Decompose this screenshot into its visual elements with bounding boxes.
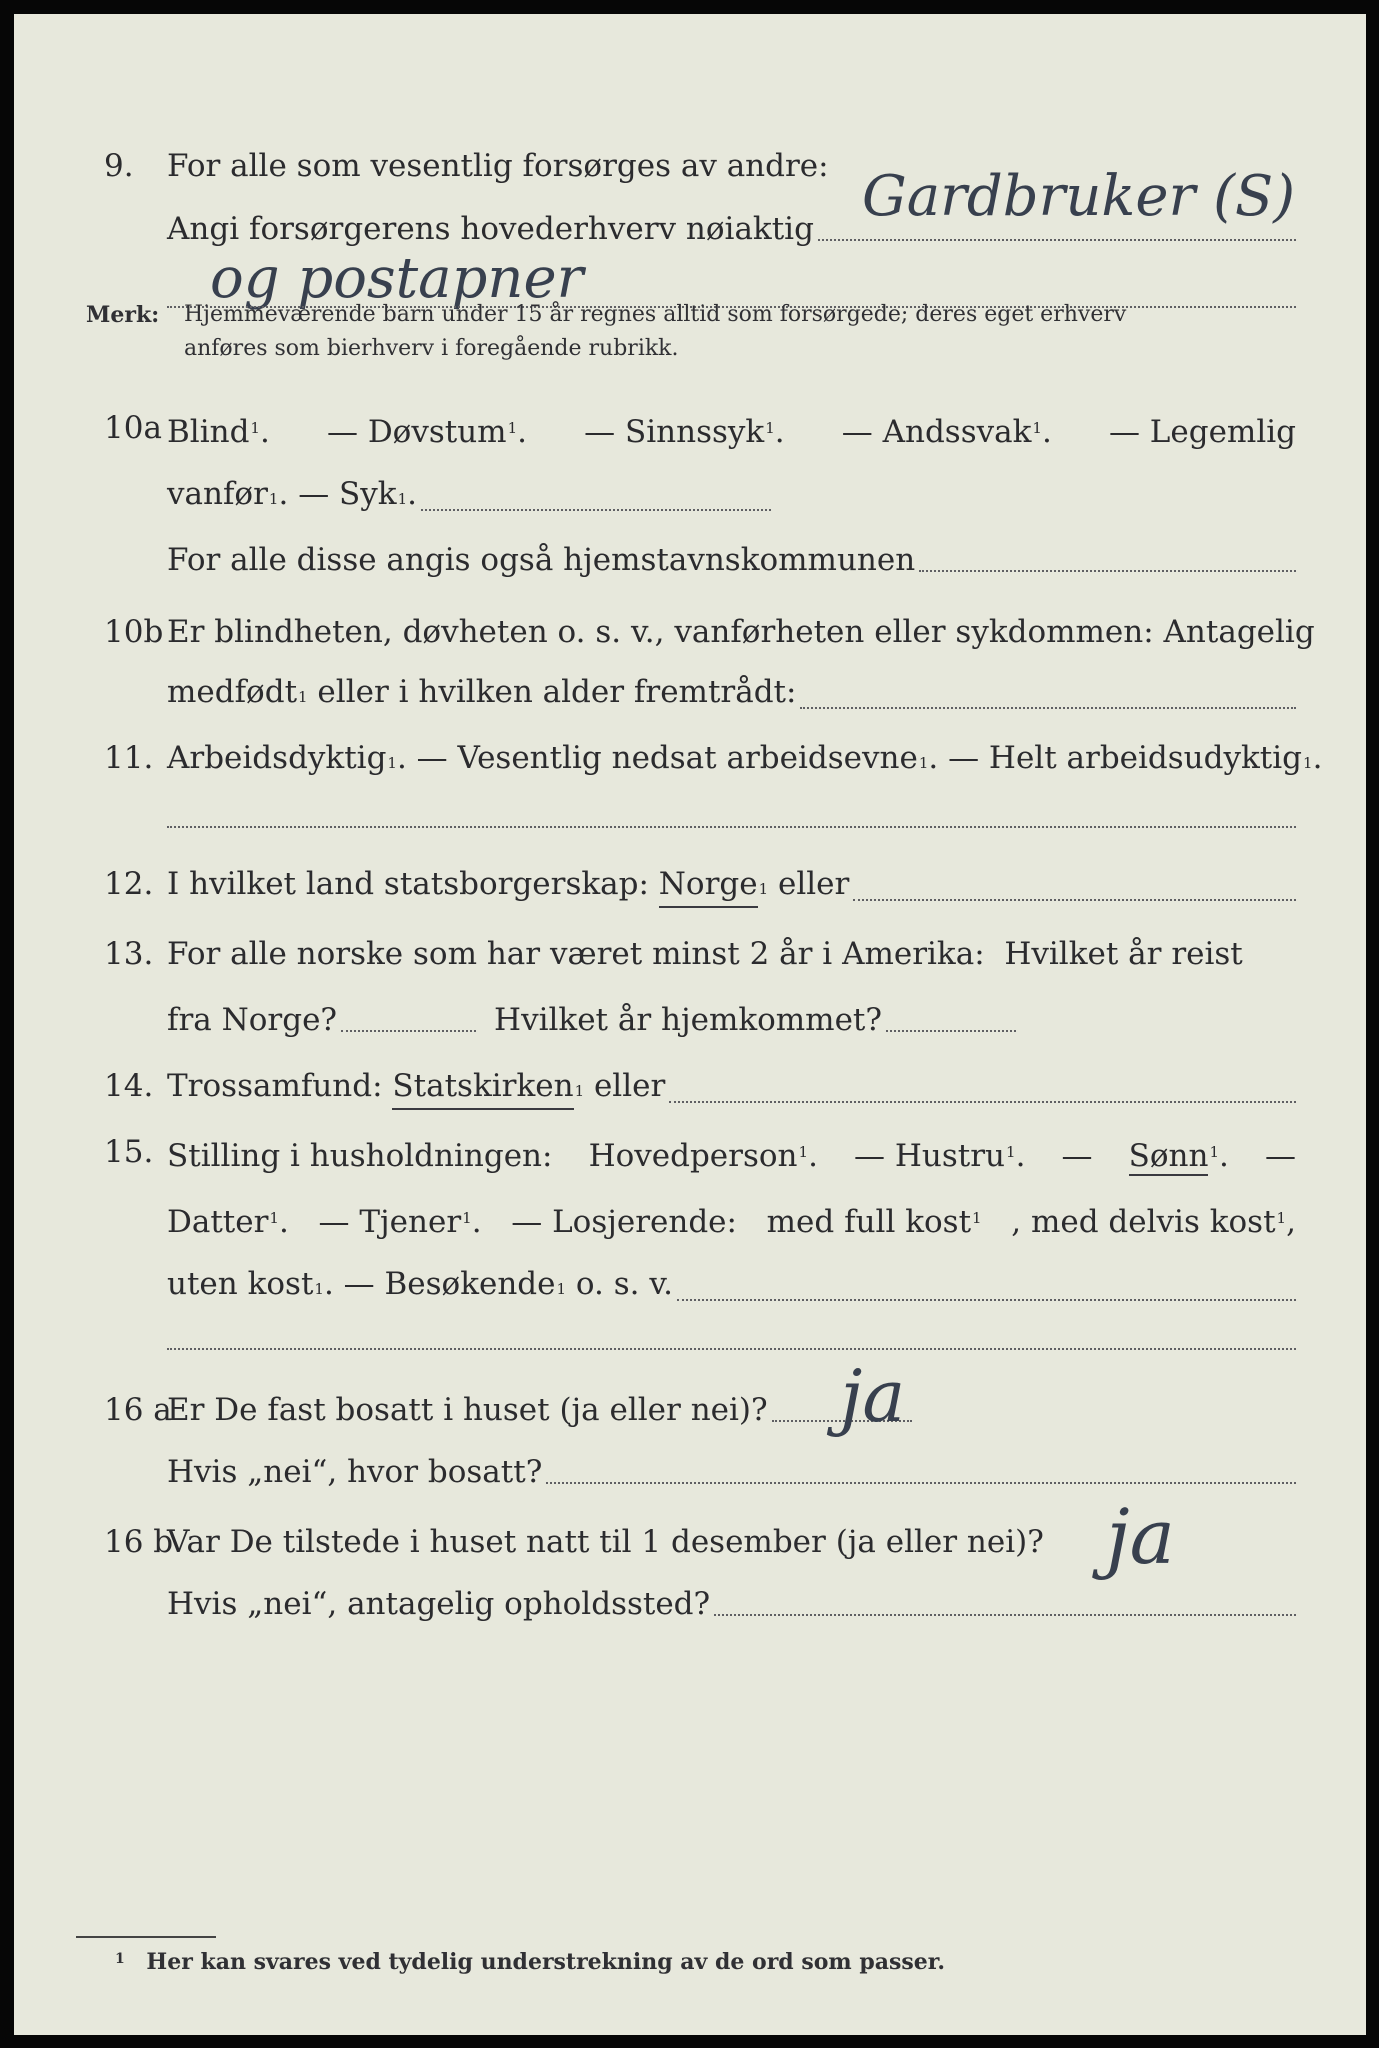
question-text: Er blindheten, døvheten o. s. v., vanførheten eller sykdommen: Antagelig [167, 614, 1315, 650]
option-uten-kost[interactable]: uten kost [167, 1266, 314, 1302]
question-number: 15. [104, 1134, 154, 1170]
option-losjerende[interactable]: — Losjerende: [511, 1204, 737, 1240]
answer-field-line[interactable] [919, 570, 1296, 572]
answer-field-line[interactable] [421, 509, 771, 511]
option-sonn[interactable]: Sønn [1128, 1138, 1209, 1174]
question-16a [14, 1388, 1366, 1448]
answer-field-line[interactable] [677, 1299, 1296, 1301]
answer-field-line[interactable] [714, 1614, 1296, 1616]
question-text: Hvilket år hjemkommet? [494, 1002, 883, 1038]
option-besokende[interactable]: . — Besøkende [323, 1266, 556, 1302]
question-text: For alle som vesentlig forsørges av andre: [167, 148, 829, 184]
option-tjener[interactable]: — Tjener [318, 1204, 462, 1240]
option-medfodt[interactable]: medfødt [167, 674, 298, 710]
census-form-page: 9. For alle som vesentlig forsørges av andre: Angi forsørgerens hovederhverv nøiaktig Gardbruker (S) og postapner Merk: Hjemmeværende barn under 15 år regnes alltid som forsørgede; deres eget erhverv anføres som bierhverv i foregående rubrikk. 10a Blind$^1$. — Døvstum$^1$. — Sinnssyk$^1$. — Andssvak$^1$. — Legemlig vanfør 1 . — Syk 1 . For alle disse angis også hjemstavnskommunen 10b Er blindheten, døvheten o. s. v., vanførheten eller sykdommen: Antagelig medfødt 1 eller i hvilken alder fremtrådt: 11. Arbeidsdyktig 1 . — Vesentlig nedsat arbeidsevne 1 . — Helt arbeidsudyktig 1 . 12. I hvilket land statsborgerskap: Norge 1 eller 13. For alle norske som har været minst 2 år i Amerika: Hvilket år reist fra Norge? Hvilket år hjemkommet? 14. Trossamfund: Statskirken 1 eller 15. Stilling i husholdningen: Hovedperson$^1$. — Hustru$^1$. — Sønn$^1$. — Datter$^1$. — Tjener$^1$. — Losjerende: med full kost$^1$ , med delvis kost$^1$, uten kost 1 . — Besøkende 1 o. s. v. 16 a Er De fast bosatt i huset (ja eller nei)? ja Hvis „nei“, hvor bosatt? 16 b Var De tilstede i huset natt til 1 desember (ja eller nei)? ja Hvis „nei“, antagelig opholdssted? $^1$ Her kan svares ved tydelig understrekning av de ord som passer. [14, 14, 1366, 2035]
question-10b [14, 610, 1366, 670]
question-text: Er De fast bosatt i huset (ja eller nei)? [167, 1392, 768, 1428]
option-full-kost[interactable]: med full kost [766, 1204, 972, 1240]
question-number: 16 b [104, 1524, 174, 1560]
question-text: For alle norske som har været minst 2 år i Amerika: Hvilket år reist [167, 936, 1243, 972]
option-hustru[interactable]: — Hustru [854, 1138, 1006, 1174]
option-hovedperson[interactable]: Hovedperson [588, 1138, 798, 1174]
question-number: 14. [104, 1068, 154, 1104]
question-text: Trossamfund: [167, 1068, 383, 1104]
question-text: eller i hvilken alder fremtrådt: [307, 674, 797, 710]
answer-field-line[interactable] [341, 1030, 476, 1032]
handwritten-answer: og postapner [210, 246, 584, 311]
option-andssvak[interactable]: — Andssvak [841, 414, 1032, 450]
question-number: 10a [104, 410, 162, 446]
option-nedsat[interactable]: . — Vesentlig nedsat arbeidsevne [396, 740, 918, 776]
option-blind[interactable]: Blind [167, 414, 250, 450]
handwritten-answer: ja [840, 1354, 906, 1438]
option-norge[interactable]: Norge [659, 862, 758, 908]
option-statskirken[interactable]: Statskirken [392, 1064, 573, 1110]
question-number: 12. [104, 866, 154, 902]
answer-field-line[interactable] [853, 899, 1296, 901]
footnote-rule [76, 1936, 216, 1938]
option-arbeidsudyktig[interactable]: . — Helt arbeidsudyktig [928, 740, 1303, 776]
question-14: 14. Trossamfund: Statskirken 1 eller [14, 1064, 1366, 1124]
question-text: For alle disse angis også hjemstavnskommunen [167, 542, 916, 578]
question-number: 10b [104, 614, 164, 650]
answer-field-line[interactable] [669, 1101, 1296, 1103]
option-arbeidsdyktig[interactable]: Arbeidsdyktig [167, 740, 387, 776]
question-text: Angi forsørgerens hovederhverv nøiaktig [167, 211, 814, 247]
question-15: 15. Stilling i husholdningen: Hovedperson$^1$. — Hustru$^1$. — Sønn$^1$. — [14, 1130, 1366, 1190]
handwritten-answer: ja [1106, 1492, 1175, 1581]
question-text: Hvis „nei“, antagelig opholdssted? [167, 1586, 711, 1622]
option-legemlig[interactable]: — Legemlig [1108, 414, 1296, 450]
option-datter[interactable]: Datter [167, 1204, 269, 1240]
answer-field-line[interactable] [800, 707, 1296, 709]
question-text: Stilling i husholdningen: [167, 1138, 553, 1174]
question-number: 9. [104, 148, 134, 184]
question-13 [14, 932, 1366, 992]
question-number: 11. [104, 740, 154, 776]
question-number: 13. [104, 936, 154, 972]
question-number: 16 a [104, 1392, 172, 1428]
answer-field-line[interactable] [886, 1030, 1016, 1032]
answer-field-line[interactable] [546, 1482, 1296, 1484]
question-text: I hvilket land statsborgerskap: [167, 866, 649, 902]
question-text: Hvis „nei“, hvor bosatt? [167, 1454, 543, 1490]
answer-field-line[interactable] [167, 826, 1296, 828]
answer-field-line[interactable] [167, 1348, 1296, 1350]
question-11: 11. Arbeidsdyktig 1 . — Vesentlig nedsat arbeidsevne 1 . — Helt arbeidsudyktig 1 . [14, 736, 1366, 796]
answer-field-line[interactable] [818, 239, 1296, 241]
footnote: $^1$ Her kan svares ved tydelig understrekning av de ord som passer. [115, 1949, 945, 1975]
note-text: Hjemmeværende barn under 15 år regnes alltid som forsørgede; deres eget erhverv anføres som bierhverv i foregående rubrikk. [184, 302, 1127, 361]
option-dovstum[interactable]: — Døvstum [326, 414, 507, 450]
question-10a: 10a Blind$^1$. — Døvstum$^1$. — Sinnssyk$^1$. — Andssvak$^1$. — Legemlig [14, 406, 1366, 466]
question-text: fra Norge? [167, 1002, 338, 1038]
note-label: Merk: [86, 302, 160, 328]
option-vanfor[interactable]: vanfør [167, 476, 268, 512]
option-syk[interactable]: — Syk [298, 476, 397, 512]
handwritten-answer: Gardbruker (S) [862, 164, 1296, 229]
question-text: Var De tilstede i huset natt til 1 desember (ja eller nei)? [167, 1524, 1044, 1560]
option-delvis-kost[interactable]: , med delvis kost [1011, 1204, 1276, 1240]
option-sinnssyk[interactable]: — Sinnssyk [584, 414, 765, 450]
question-12: 12. I hvilket land statsborgerskap: Norge 1 eller [14, 862, 1366, 922]
